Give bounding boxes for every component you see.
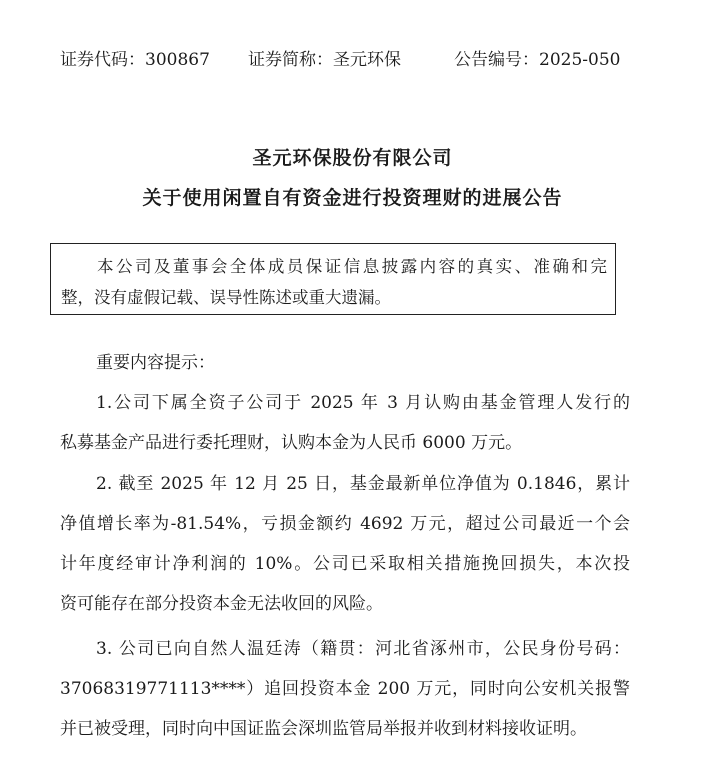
key-point-2: [60, 464, 630, 624]
key-point-2-line-4: 资可能存在部分投资本金无法收回的风险。: [60, 594, 383, 614]
announcement-number: 公告编号：2025-050: [454, 50, 621, 70]
key-point-1-line-1: 1.公司下属全资子公司于 2025 年 3 月认购由基金管理人发行的: [96, 393, 630, 413]
key-point-3-line-2: 37068319771113****）追回投资本金 200 万元，同时向公安机关报警: [60, 679, 630, 699]
key-point-2-line-2: 净值增长率为-81.54%，亏损金额约 4692 万元，超过公司最近一个会: [60, 514, 630, 534]
notice-line-2: 整，没有虚假记载、误导性陈述或重大遗漏。: [61, 288, 391, 307]
board-assurance-notice-box: [50, 243, 616, 315]
announcement-subject-title: 关于使用闲置自有资金进行投资理财的进展公告: [142, 187, 563, 209]
company-name-title: 圣元环保股份有限公司: [252, 147, 453, 169]
key-points-heading-text: 重要内容提示：: [96, 353, 215, 373]
notice-line-1: 本公司及董事会全体成员保证信息披露内容的真实、准确和完: [97, 257, 607, 276]
stock-code: 证券代码：300867: [60, 50, 210, 70]
key-point-2-line-1: 2. 截至 2025 年 12 月 25 日，基金最新单位净值为 0.1846，累计: [96, 474, 630, 494]
announcement-header: [60, 45, 660, 71]
key-points-heading: [60, 343, 630, 383]
key-point-3-line-3: 并已被受理，同时向中国证监会深圳监管局举报并收到材料接收证明。: [60, 719, 587, 739]
key-point-1: [60, 383, 630, 463]
key-point-2-line-3: 计年度经审计净利润的 10%。公司已采取相关措施挽回损失，本次投: [60, 554, 630, 574]
key-point-1-line-2: 私募基金产品进行委托理财，认购本金为人民币 6000 万元。: [60, 433, 523, 453]
key-point-3: [60, 629, 630, 749]
stock-abbreviation: 证券简称：圣元环保: [248, 50, 401, 70]
key-point-3-line-1: 3. 公司已向自然人温廷涛（籍贯：河北省涿州市，公民身份号码：: [96, 639, 630, 659]
